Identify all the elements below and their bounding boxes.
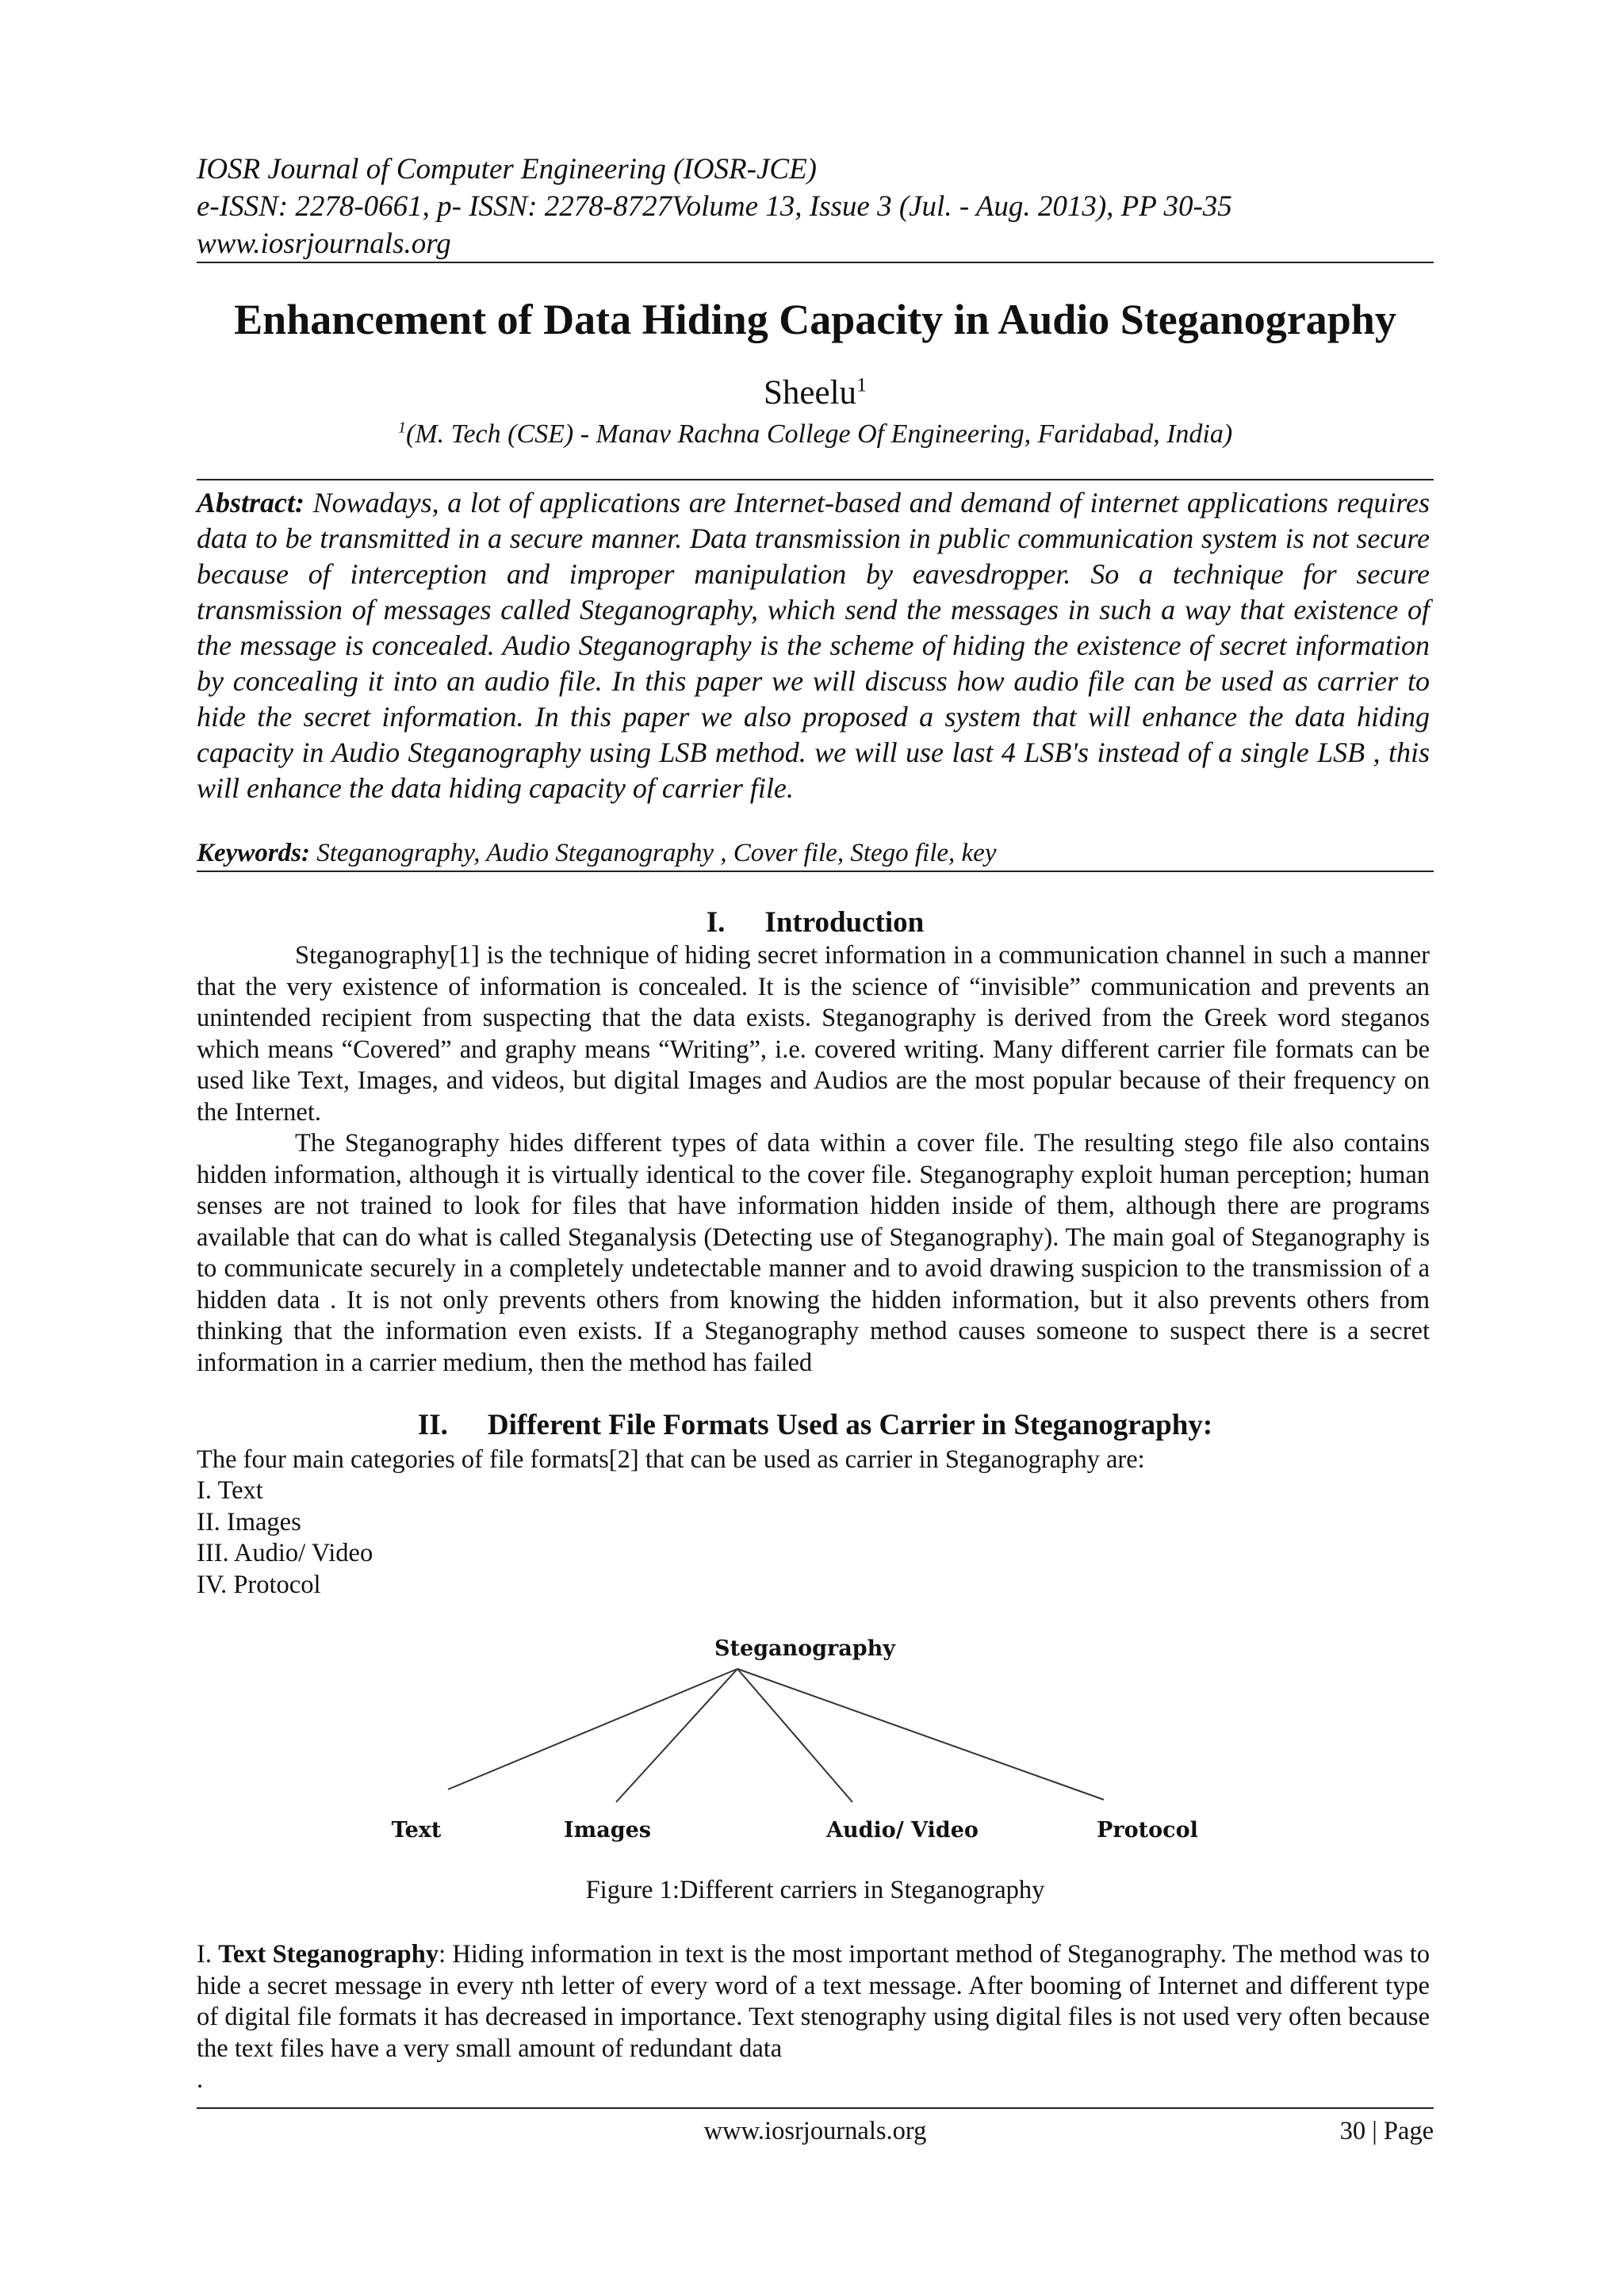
text-steg-trailing: . (197, 2065, 204, 2094)
carrier-list-item: IV. Protocol (197, 1570, 321, 1599)
keywords-label: Keywords: (197, 839, 310, 867)
abstract-bottom-rule (197, 871, 1434, 872)
journal-website[interactable]: www.iosrjournals.org (197, 228, 451, 260)
intro-paragraph-2: The Steganography hides different types of data within a cover file. The resulting stego file also contains hidden information, although it is virtually identical to the cover file. Steganography exploit human perception; human senses are not trained to look for files that have information hidden inside of them, although there are programs available that can do what is called Steganalysis (Detecting use of Steganography). The main goal of Steganography is to communicate securely in a completely undetectable manner and to avoid drawing suspicion to the transmission of a hidden data . It is not only prevents others from knowing the hidden information, but it also prevents others from thinking that the information even exists. If a Steganography method causes someone to suspect there is a secret information in a carrier medium, then the method has failed (197, 1129, 1430, 1377)
author-name: Sheelu (764, 374, 857, 411)
text-steg-para (197, 1939, 1430, 2064)
carrier-list-item: I. Text (197, 1476, 263, 1505)
paper-title: Enhancement of Data Hiding Capacity in Audio Steganography (234, 296, 1396, 343)
journal-issn: e-ISSN: 2278-0661, p- ISSN: 2278-8727Volume 13, Issue 3 (Jul. - Aug. 2013), PP 30-35 (197, 190, 1232, 223)
section-1-title: Introduction (764, 906, 925, 939)
tree-leaf-images: Images (564, 1818, 651, 1843)
affiliation-sup: 1 (397, 419, 407, 437)
section-1-body (197, 940, 1430, 1379)
abstract-top-rule (197, 479, 1434, 480)
keywords (197, 836, 1430, 870)
affiliation-text: (M. Tech (CSE) - Manav Rachna College Of Engineering, Faridabad, India) (406, 419, 1233, 449)
intro-paragraph-1: Steganography[1] is the technique of hiding secret information in a communication channel in such a manner that the very existence of information is concealed. It is the science of “invisible” communication and prevents an unintended recipient from suspecting that the data exists. Steganography is derived from the Greek word steganos which means “Covered” and graphy means “Writing”, i.e. covered writing. Many different carrier file formats can be used like Text, Images, and videos, but digital Images and Audios are the most popular because of their frequency on the Internet. (197, 941, 1430, 1127)
journal-name: IOSR Journal of Computer Engineering (IOSR-JCE) (197, 153, 817, 186)
section-2-number: II. (417, 1409, 448, 1441)
tree-root-label: Steganography (714, 1636, 895, 1661)
tree-leaf-text: Text (391, 1818, 442, 1843)
header-rule (197, 262, 1434, 263)
steganography-tree-figure (365, 1629, 1237, 1851)
carrier-list (197, 1475, 373, 1601)
abstract-text: Nowadays, a lot of applications are Internet-based and demand of internet applications requires data to be transmitted in a secure manner. Data transmission in public communication system is not secure because of interception and improper manipulation by eavesdropper. So a technique for secure transmission of messages called Steganography, which send the messages in such a way that existence of the message is concealed. Audio Steganography is the scheme of hiding the existence of secret information by concealing it into an audio file. In this paper we will discuss how audio file can be used as carrier to hide the secret information. In this paper we also proposed a system that will enhance the data hiding capacity in Audio Steganography using LSB method. we will use last 4 LSB's instead of a single LSB , this will enhance the data hiding capacity of carrier file. (197, 487, 1430, 804)
journal-header (197, 151, 1434, 262)
tree-edge-images (616, 1669, 737, 1802)
figure-caption: Figure 1:Different carriers in Steganography (585, 1876, 1045, 1904)
text-steg-prefix: I. (197, 1940, 219, 1969)
author (197, 371, 1434, 415)
text-steg-term: Text Steganography (218, 1940, 439, 1969)
section-1-number: I. (706, 906, 726, 939)
text-steganography-paragraph (197, 1939, 1430, 2096)
abstract-label: Abstract: (197, 487, 305, 519)
footer-rule (197, 2107, 1434, 2109)
tree-leaf-protocol: Protocol (1097, 1818, 1198, 1843)
footer-page-number: 30 | Page (1339, 2117, 1434, 2145)
section-1-heading (197, 905, 1434, 940)
section-2-title: Different File Formats Used as Carrier in Steganography: (487, 1409, 1213, 1441)
keywords-text: Steganography, Audio Steganography , Cover file, Stego file, key (316, 839, 997, 867)
abstract (197, 485, 1430, 806)
author-sup: 1 (856, 373, 867, 396)
carrier-list-item: II. Images (197, 1507, 301, 1536)
tree-leaf-audio-video: Audio/ Video (826, 1818, 979, 1843)
section-2-heading (197, 1408, 1434, 1443)
section-2-intro: The four main categories of file formats[2] that can be used as carrier in Steganography are: (197, 1445, 1145, 1474)
text-steg-body: : Hiding information in text is the most important method of Steganography. The method was to hide a secret message in every nth letter of every word of a text message. After booming of Internet and different type of digital file formats it has decreased in importance. Text stenography using digital files is not used very often because the text files have a very small amount of redundant data (197, 1940, 1430, 2063)
carrier-list-item: III. Audio/ Video (197, 1539, 373, 1567)
tree-edge-protocol (737, 1669, 1104, 1800)
tree-edge-text (448, 1669, 737, 1789)
affiliation (197, 417, 1434, 452)
footer-website[interactable]: www.iosrjournals.org (703, 2117, 927, 2145)
